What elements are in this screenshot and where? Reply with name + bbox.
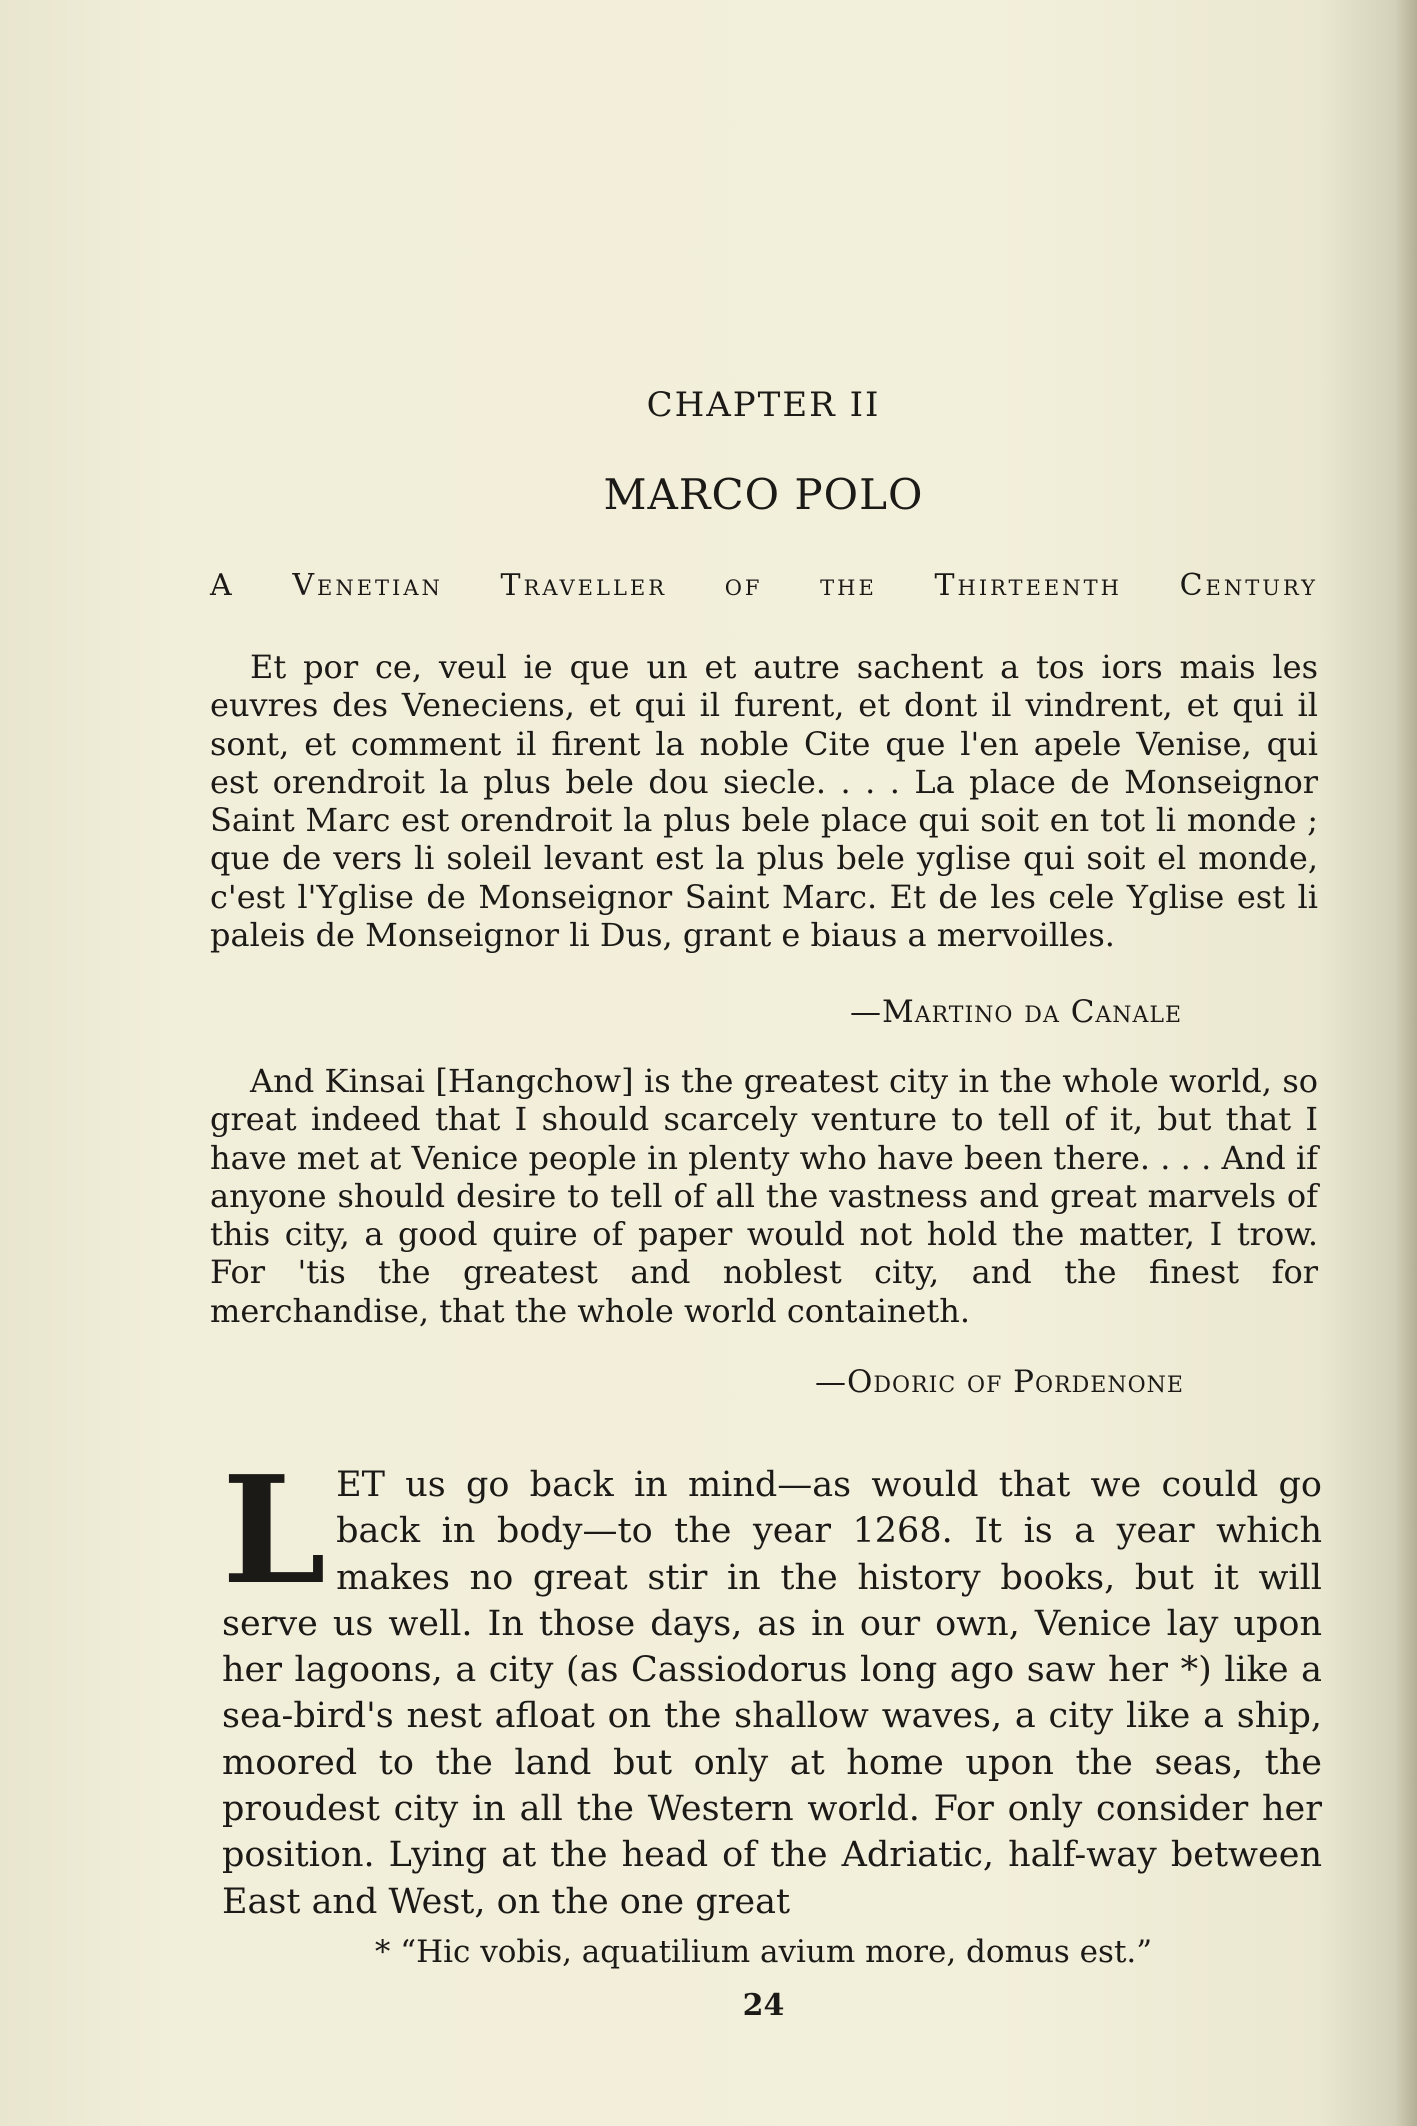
epigraph-2-text: And Kinsai [Hangchow] is the greatest city in the whole world, so great indeed that I should scarcely venture to tell of it, but that I have met at Venice people in plenty who have been there. . . . And if anyone should desire to tell of all the vastness and great marvels of this city, a good quire of paper would not hold the matter, I trow. For 'tis the greatest and noblest city, and the finest for merchandise, that the whole world containeth. xyxy=(210,1062,1318,1330)
body-paragraph xyxy=(222,1443,1322,1925)
chapter-label: CHAPTER II xyxy=(646,385,881,425)
chapter-subtitle: A Venetian Traveller of the Thirteenth Century xyxy=(210,568,1318,603)
epigraph-2 xyxy=(210,1062,1318,1330)
chapter-title: MARCO POLO xyxy=(603,470,924,519)
body-text xyxy=(222,1443,1322,1925)
epigraph-1-attribution: —Martino da Canale xyxy=(850,994,1183,1030)
epigraph-2-attribution: —Odoric of Pordenone xyxy=(815,1364,1184,1400)
page-number: 24 xyxy=(742,1988,785,2023)
drop-cap: L xyxy=(222,1443,327,1617)
epigraph-1 xyxy=(210,648,1318,954)
spine-shadow xyxy=(1395,0,1417,2126)
body-paragraph-text: ET us go back in mind—as would that we could go back in body—to the year 1268. It is a year which makes no great stir in the history books, but it will serve us well. In those days, as in our own, Venice lay upon her lagoons, a city (as Cassiodorus long ago saw her *) like a sea-bird's nest afloat on the shallow waves, a city like a ship, moored to the land but only at home upon the seas, the proudest city in all the Western world. For only consider her position. Lying at the head of the Adriatic, half-way between East and West, on the one great xyxy=(222,1465,1322,1922)
footnote: * “Hic vobis, aquatilium avium more, domus est.” xyxy=(374,1934,1153,1970)
epigraph-1-text: Et por ce, veul ie que un et autre sachent a tos iors mais les euvres des Veneciens, et qui il furent, et dont il vindrent, et qui il sont, et comment il firent la noble Cite que l'en apele Venise, qui est orendroit la plus bele dou siecle. . . . La place de Monseignor Saint Marc est orendroit la plus bele place qui soit en tot li monde ; que de vers li soleil levant est la plus bele yglise qui soit el monde, c'est l'Yglise de Monseignor Saint Marc. Et de les cele Yglise est li paleis de Monseignor li Dus, grant e biaus a mervoilles. xyxy=(210,648,1318,955)
